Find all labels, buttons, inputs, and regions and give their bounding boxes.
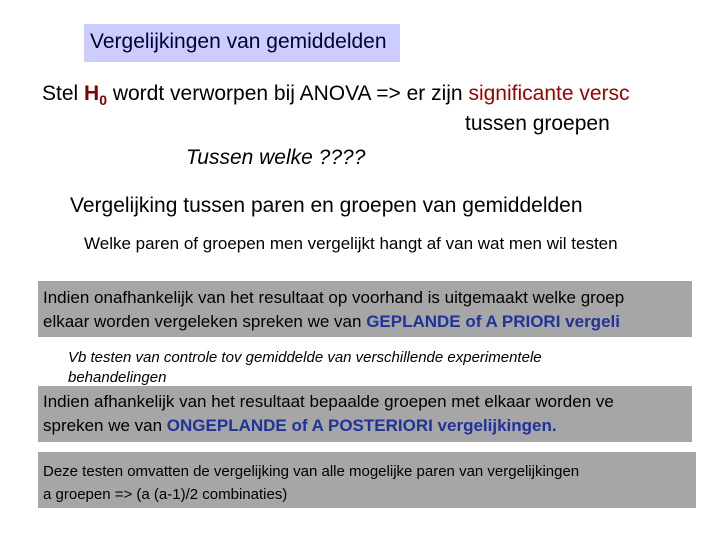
hypothesis-middle: wordt verworpen bij ANOVA => er zijn [107,82,469,105]
hypothesis-highlight: significante versc [468,82,630,105]
unplanned-line2 [43,414,557,438]
planned-line1: Indien onafhankelijk van het resultaat op voorhand is uitgemaakt welke groep [43,288,625,307]
example-text [68,348,542,386]
planned-term: GEPLANDE of A PRIORI vergeli [366,312,620,331]
slide-title: Vergelijkingen van gemiddelden [90,30,387,53]
hypothesis-line2: tussen groepen [465,112,610,135]
example-line1: Vb testen van controle tov gemiddelde van verschillende experimentele [68,349,542,366]
question-text: Tussen welke ???? [186,146,366,169]
unplanned-line2-prefix: spreken we van [43,416,167,435]
comparisons-line1: Deze testen omvatten de vergelijking van alle mogelijke paren van vergelijkingen [43,463,580,480]
subtitle-text: Vergelijking tussen paren en groepen van gemiddelden [70,194,583,217]
unplanned-term: ONGEPLANDE of A POSTERIORI vergelijkingen. [166,416,557,435]
welke-text: Welke paren of groepen men vergelijkt hangt af van wat men wil testen [84,234,618,253]
planned-line2-prefix: elkaar worden vergeleken spreken we van [43,312,367,331]
h0-letter: H [84,82,100,105]
h0-subscript: 0 [99,92,107,109]
hypothesis-prefix: Stel [42,82,85,105]
comparisons-line2: a groepen => (a (a-1)/2 combinaties) [43,486,288,503]
example-line2: behandelingen [68,369,167,386]
unplanned-line1: Indien afhankelijk van het resultaat bepaalde groepen met elkaar worden ve [43,392,614,411]
